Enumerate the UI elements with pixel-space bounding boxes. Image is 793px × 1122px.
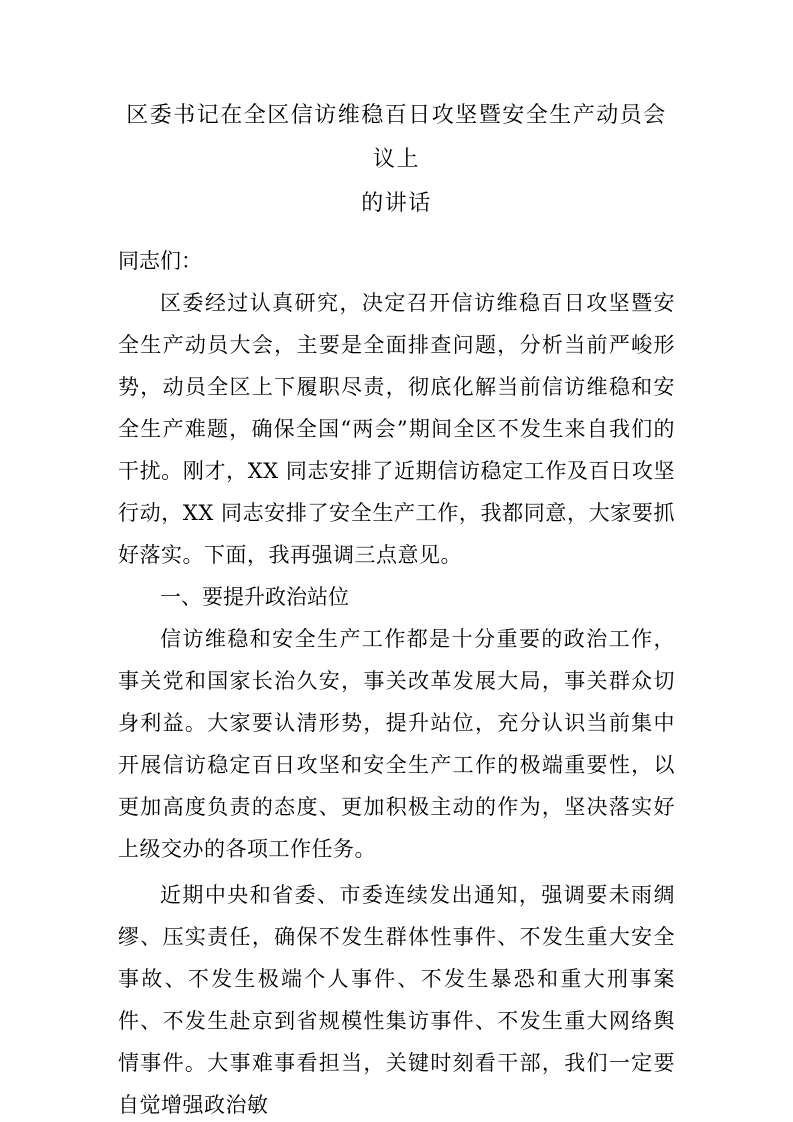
salutation: 同志们： — [118, 249, 202, 273]
paragraph-intro: 区委经过认真研究，决定召开信访维稳百日攻坚暨安全生产动员大会，主要是全面排查问题，分析当前严峻形势，动员全区上下履职尽责，彻底化解当前信访维稳和安全生产难题，确保全国“两会”期间全区不发生来自我们的干扰。刚才，XX 同志安排了近期信访稳定工作及百日攻坚行动，XX 同志安排了安全生产工作，我都同意，大家要抓好落实。下面，我再强调三点意见。 — [118, 291, 675, 567]
section-heading-1: 一、要提升政治站位 — [160, 585, 349, 609]
document-title-line-2: 的讲话 — [361, 191, 432, 216]
document-title — [118, 94, 675, 226]
paragraph-section1-a: 信访维稳和安全生产工作都是十分重要的政治工作，事关党和国家长治久安，事关改革发展大局，事关群众切身利益。大家要认清形势，提升站位，充分认识当前集中开展信访稳定百日攻坚和安全生产工作的极端重要性，以更加高度负责的态度、更加积极主动的作为，坚决落实好上级交办的各项工作任务。 — [118, 627, 675, 861]
document-title-line-1: 区委书记在全区信访维稳百日攻坚暨安全生产动员会议上 — [126, 103, 667, 172]
paragraph-section1-b: 近期中央和省委、市委连续发出通知，强调要未雨绸缪、压实责任，确保不发生群体性事件、不发生重大安全事故、不发生极端个人事件、不发生暴恐和重大刑事案件、不发生赴京到省规模性集访事件、不发生重大网络舆情事件。大事难事看担当，关键时刻看干部，我们一定要自觉增强政治敏 — [118, 883, 675, 1117]
